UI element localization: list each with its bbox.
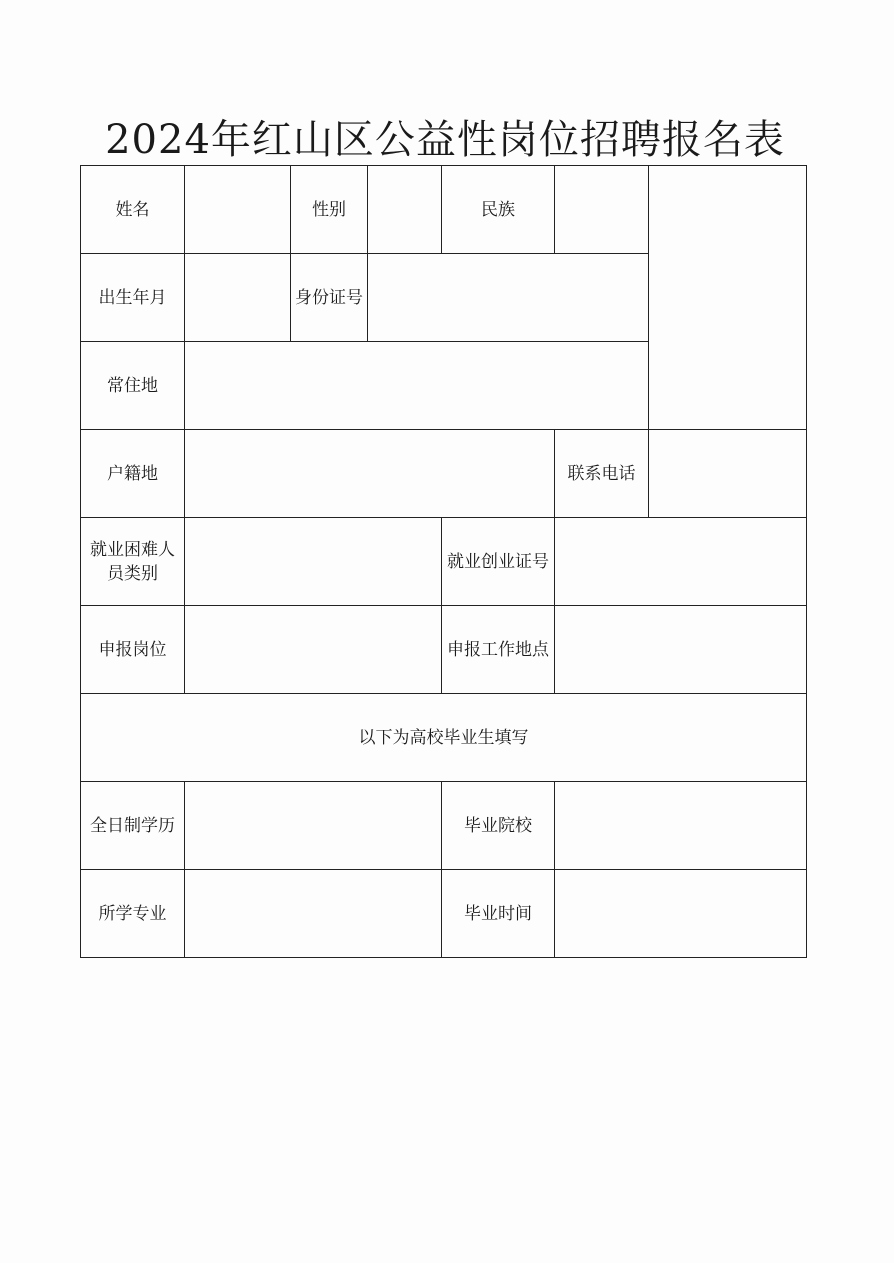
field-work-location[interactable] bbox=[555, 606, 807, 694]
table-row bbox=[81, 518, 807, 606]
field-ethnicity[interactable] bbox=[555, 166, 649, 254]
graduate-section-header: 以下为高校毕业生填写 bbox=[81, 694, 807, 782]
field-id-number[interactable] bbox=[368, 254, 649, 342]
field-position[interactable] bbox=[185, 606, 442, 694]
label-name: 姓名 bbox=[81, 166, 185, 254]
label-education: 全日制学历 bbox=[81, 782, 185, 870]
label-gender: 性别 bbox=[291, 166, 368, 254]
label-school: 毕业院校 bbox=[442, 782, 555, 870]
field-name[interactable] bbox=[185, 166, 291, 254]
table-row bbox=[81, 782, 807, 870]
field-major[interactable] bbox=[185, 870, 442, 958]
field-school[interactable] bbox=[555, 782, 807, 870]
table-row bbox=[81, 870, 807, 958]
field-residence[interactable] bbox=[185, 342, 649, 430]
form-title: 2024年红山区公益性岗位招聘报名表 bbox=[105, 117, 785, 163]
table-row bbox=[81, 606, 807, 694]
field-education[interactable] bbox=[185, 782, 442, 870]
label-position: 申报岗位 bbox=[81, 606, 185, 694]
table-row bbox=[81, 694, 807, 782]
label-employment-cert: 就业创业证号 bbox=[442, 518, 555, 606]
field-employment-cert[interactable] bbox=[555, 518, 807, 606]
label-id-number: 身份证号 bbox=[291, 254, 368, 342]
field-phone[interactable] bbox=[649, 430, 807, 518]
label-birth: 出生年月 bbox=[81, 254, 185, 342]
table-row bbox=[81, 166, 807, 254]
photo-area[interactable] bbox=[649, 166, 807, 430]
field-grad-time[interactable] bbox=[555, 870, 807, 958]
table-row bbox=[81, 430, 807, 518]
field-difficulty-category[interactable] bbox=[185, 518, 442, 606]
label-ethnicity: 民族 bbox=[442, 166, 555, 254]
registration-form-table bbox=[80, 165, 807, 958]
label-residence: 常住地 bbox=[81, 342, 185, 430]
label-work-location: 申报工作地点 bbox=[442, 606, 555, 694]
label-grad-time: 毕业时间 bbox=[442, 870, 555, 958]
label-household: 户籍地 bbox=[81, 430, 185, 518]
label-phone: 联系电话 bbox=[555, 430, 649, 518]
label-major: 所学专业 bbox=[81, 870, 185, 958]
field-birth[interactable] bbox=[185, 254, 291, 342]
field-household[interactable] bbox=[185, 430, 555, 518]
label-difficulty-category: 就业困难人员类别 bbox=[81, 518, 185, 606]
field-gender[interactable] bbox=[368, 166, 442, 254]
